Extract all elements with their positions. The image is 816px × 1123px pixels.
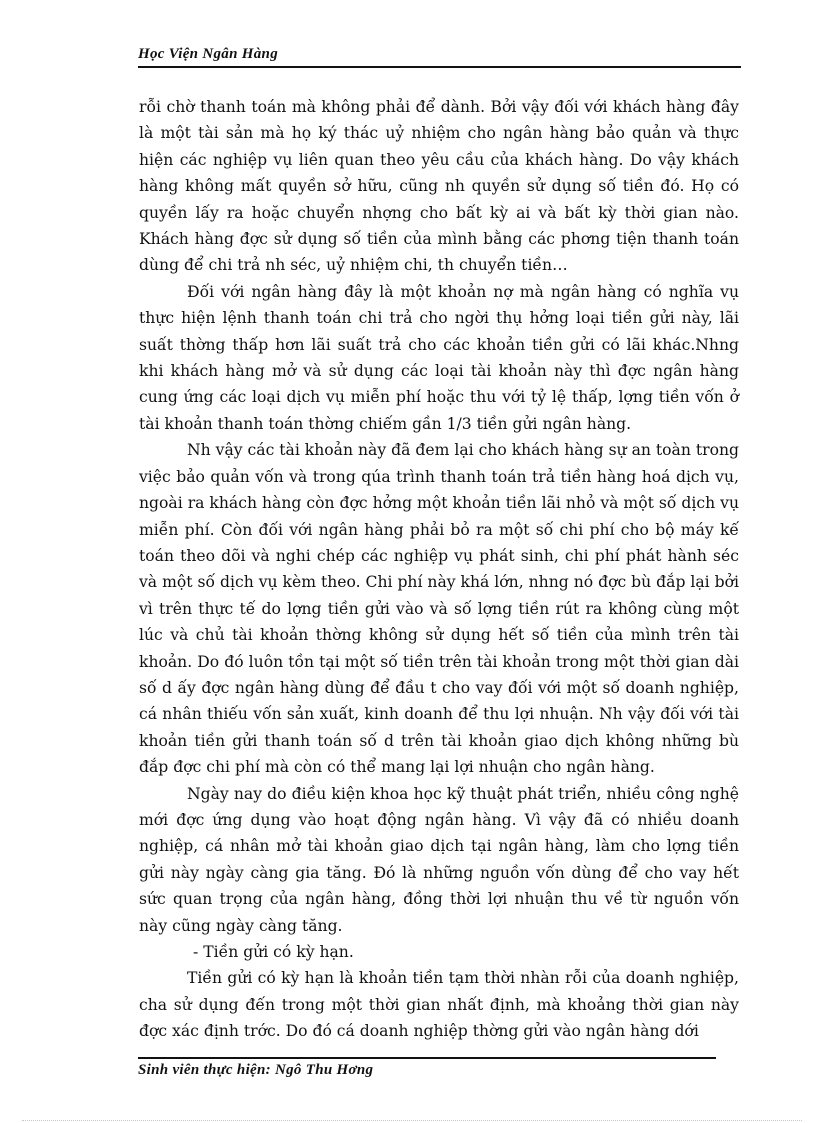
paragraph-5: Tiền gửi có kỳ hạn là khoản tiền tạm thời nhàn rỗi của doanh nghiệp, cha sử dụng đến trong một thời gian nhất định, mà khoảng thời gian này đợc xác định trớc. Do đó cá doanh nghiệp thờng gửi vào ngân hàng dới [139,969,739,1041]
footer-author: Sinh viên thực hiện: Ngô Thu Hơng [138,1062,374,1078]
footer-divider [138,1057,716,1059]
page-header-title: Học Viện Ngân Hàng [138,46,279,62]
paragraph-1: rỗi chờ thanh toán mà không phải để dành. Bởi vậy đối với khách hàng đây là một tài sản mà họ ký thác uỷ nhiệm cho ngân hàng bảo quản và thực hiện các nghiệp vụ liên quan theo yêu cầu của khách hàng. Do vậy khách hàng không mất quyền sở hữu, cũng nh quyền sử dụng số tiền đó. Họ có quyền lấy ra hoặc chuyển nhợng cho bất kỳ ai và bất kỳ thời gian nào. Khách hàng đợc sử dụng số tiền của mình bằng các phơng tiện thanh toán dùng để chi trả nh séc, uỷ nhiệm chi, th chuyển tiền… [139,98,739,275]
section-bullet-term-deposit: - Tiền gửi có kỳ hạn. [193,943,354,961]
paragraph-2: Đối với ngân hàng đây là một khoản nợ mà ngân hàng có nghĩa vụ thực hiện lệnh thanh toán chi trả cho ngời thụ hởng loại tiền gửi này, lãi suất thờng thấp hơn lãi suất trả cho các khoản tiền gửi có lãi khác.Nhng khi khách hàng mở và sử dụng các loại tài khoản này thì đợc ngân hàng cung ứng các loại dịch vụ miễn phí hoặc thu với tỷ lệ thấp, lợng tiền vốn ở tài khoản thanh toán thờng chiếm gần 1/3 tiền gửi ngân hàng. [139,282,739,433]
header-divider [138,66,741,68]
page-bottom-dotted-line [22,1120,802,1121]
paragraph-3: Nh vậy các tài khoản này đã đem lại cho khách hàng sự an toàn trong việc bảo quản vốn và trong qúa trình thanh toán trả tiền hàng hoá dịch vụ, ngoài ra khách hàng còn đợc hởng một khoản tiền lãi nhỏ và một số dịch vụ miễn phí. Còn đối với ngân hàng phải bỏ ra một số chi phí cho bộ máy kế toán theo dõi và nghi chép các nghiệp vụ phát sinh, chi phí phát hành séc và một số dịch vụ kèm theo. Chi phí này khá lớn, nhng nó đợc bù đắp lại bởi vì trên thực tế do lợng tiền gửi vào và số lợng tiền rút ra không cùng một lúc và chủ tài khoản thờng không sử dụng hết số tiền của mình trên tài khoản. Do đó luôn tồn tại một số tiền trên tài khoản trong một thời gian dài số d ấy đợc ngân hàng dùng để đầu t cho vay đối với một số doanh nghiệp, cá nhân thiếu vốn sản xuất, kinh doanh để thu lợi nhuận. Nh vậy đối với tài khoản tiền gửi thanh toán số d trên tài khoản giao dịch không những bù đắp đợc chi phí mà còn có thể mang lại lợi nhuận cho ngân hàng. [139,441,739,777]
document-body [139,94,739,1045]
paragraph-4: Ngày nay do điều kiện khoa học kỹ thuật phát triển, nhiều công nghệ mới đợc ứng dụng vào hoạt động ngân hàng. Vì vậy đã có nhiều doanh nghiệp, cá nhân mở tài khoản giao dịch tại ngân hàng, làm cho lợng tiền gửi này ngày càng gia tăng. Đó là những nguồn vốn dùng để cho vay hết sức quan trọng của ngân hàng, đồng thời lợi nhuận thu về từ nguồn vốn này cũng ngày càng tăng. [139,784,739,935]
